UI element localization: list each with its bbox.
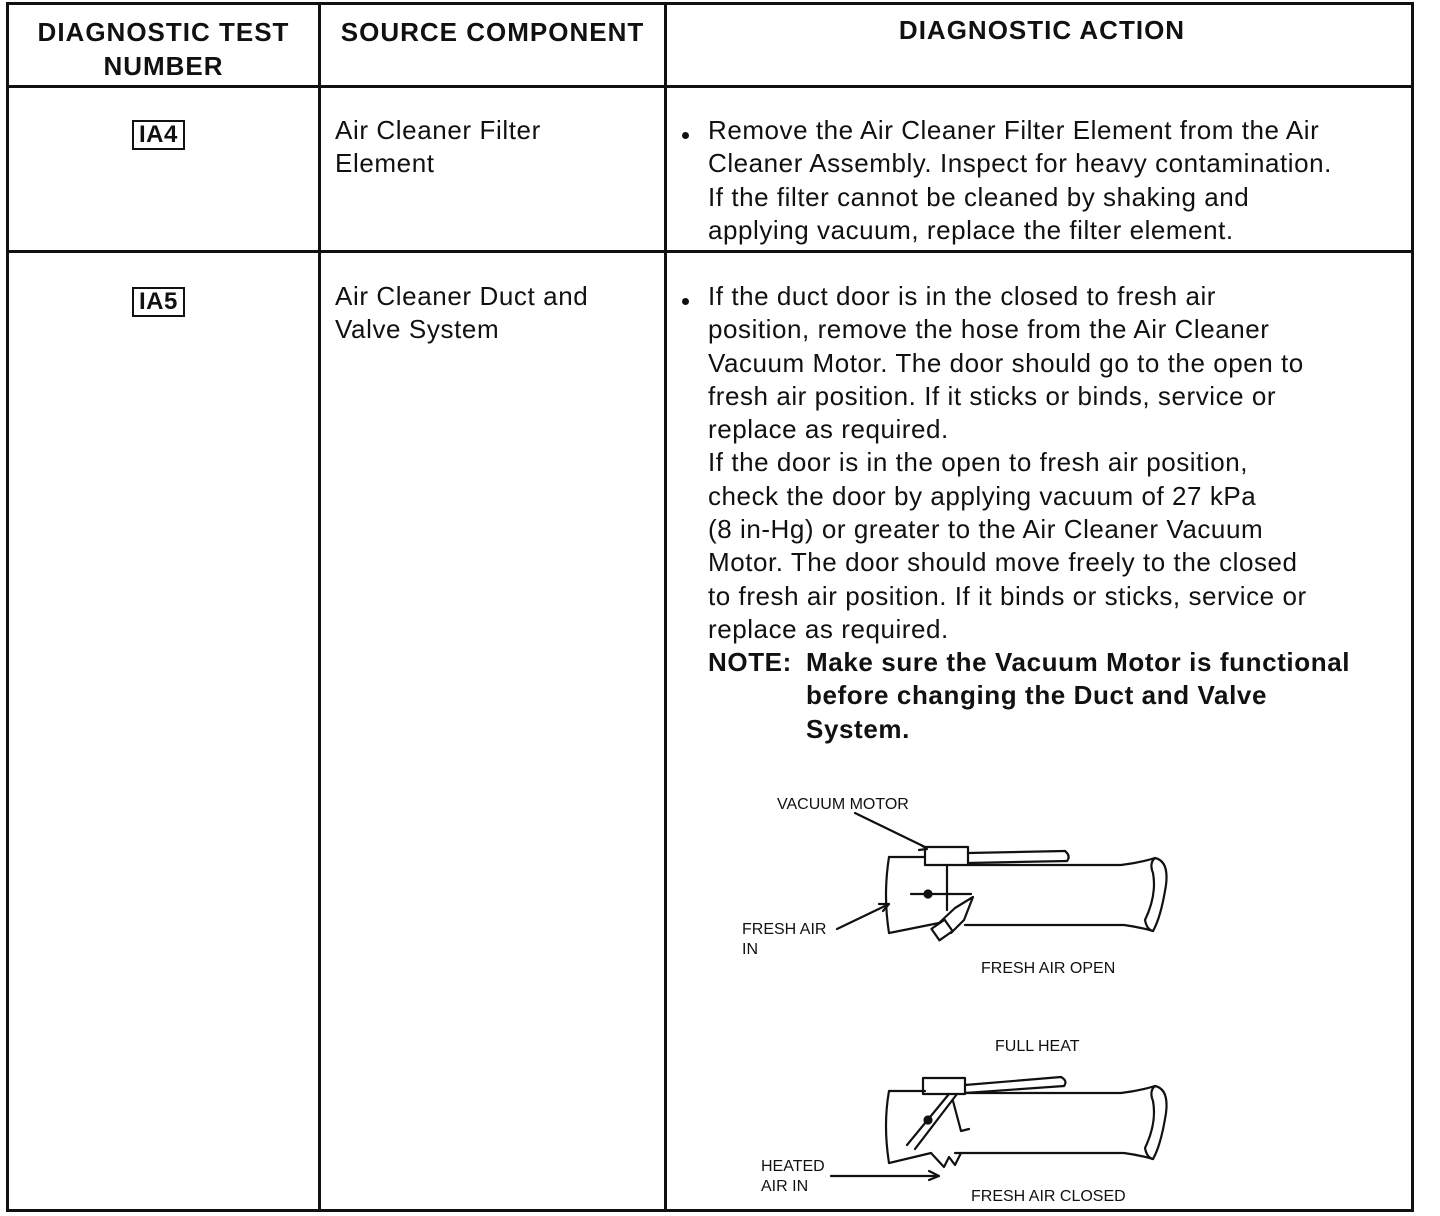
action-line: replace as required. bbox=[708, 414, 949, 445]
test-number-badge: IA4 bbox=[132, 120, 185, 150]
note-line: Make sure the Vacuum Motor is functional bbox=[806, 647, 1351, 677]
diagnostic-table bbox=[6, 2, 1414, 1212]
test-number-badge: IA5 bbox=[132, 287, 185, 317]
action-line: to fresh air position. If it binds or sticks, service or bbox=[708, 580, 1307, 611]
header-source-component: SOURCE COMPONENT bbox=[340, 17, 645, 47]
heated-air-in-line: HEATED bbox=[761, 1158, 825, 1175]
note-line: System. bbox=[806, 713, 910, 744]
header-test-number-line1: DIAGNOSTIC TEST bbox=[37, 17, 290, 47]
action-line: If the duct door is in the closed to fresh air bbox=[708, 281, 1217, 311]
header-diagnostic-action: DIAGNOSTIC ACTION bbox=[898, 15, 1186, 45]
action-line: Cleaner Assembly. Inspect for heavy contamination. bbox=[708, 148, 1332, 179]
fresh-air-open-caption: FRESH AIR OPEN bbox=[981, 960, 1116, 977]
action-line: replace as required. bbox=[708, 613, 949, 644]
component-line: Air Cleaner Duct and bbox=[335, 281, 589, 311]
fresh-air-in-line: FRESH AIR bbox=[742, 921, 827, 938]
fresh-air-in-line: IN bbox=[742, 941, 758, 958]
note-label: NOTE: bbox=[708, 647, 792, 677]
full-heat-label: FULL HEAT bbox=[995, 1038, 1080, 1055]
action-line: position, remove the hose from the Air Cleaner bbox=[708, 314, 1270, 345]
component-line: Element bbox=[335, 148, 435, 179]
action-line: Motor. The door should move freely to the closed bbox=[708, 547, 1298, 578]
vacuum-motor-label: VACUUM MOTOR bbox=[777, 796, 909, 813]
component-line: Air Cleaner Filter bbox=[335, 115, 541, 145]
action-line: check the door by applying vacuum of 27 kPa bbox=[708, 480, 1257, 511]
duct-closed-illustration bbox=[9, 5, 1417, 1215]
action-line: Vacuum Motor. The door should go to the open to bbox=[708, 347, 1304, 378]
action-line: applying vacuum, replace the filter element. bbox=[708, 214, 1234, 245]
action-line: (8 in-Hg) or greater to the Air Cleaner Vacuum bbox=[708, 514, 1264, 545]
fresh-air-closed-caption: FRESH AIR CLOSED bbox=[971, 1188, 1126, 1205]
action-line: If the door is in the open to fresh air position, bbox=[708, 447, 1249, 478]
action-line: fresh air position. If it sticks or binds, service or bbox=[708, 380, 1277, 411]
heated-air-in-line: AIR IN bbox=[761, 1178, 809, 1195]
action-line: If the filter cannot be cleaned by shaking and bbox=[708, 181, 1250, 212]
note-line: before changing the Duct and Valve bbox=[806, 680, 1268, 711]
component-line: Valve System bbox=[335, 314, 500, 345]
header-test-number-line2: NUMBER bbox=[103, 51, 224, 81]
action-line: Remove the Air Cleaner Filter Element from the Air bbox=[708, 115, 1320, 145]
